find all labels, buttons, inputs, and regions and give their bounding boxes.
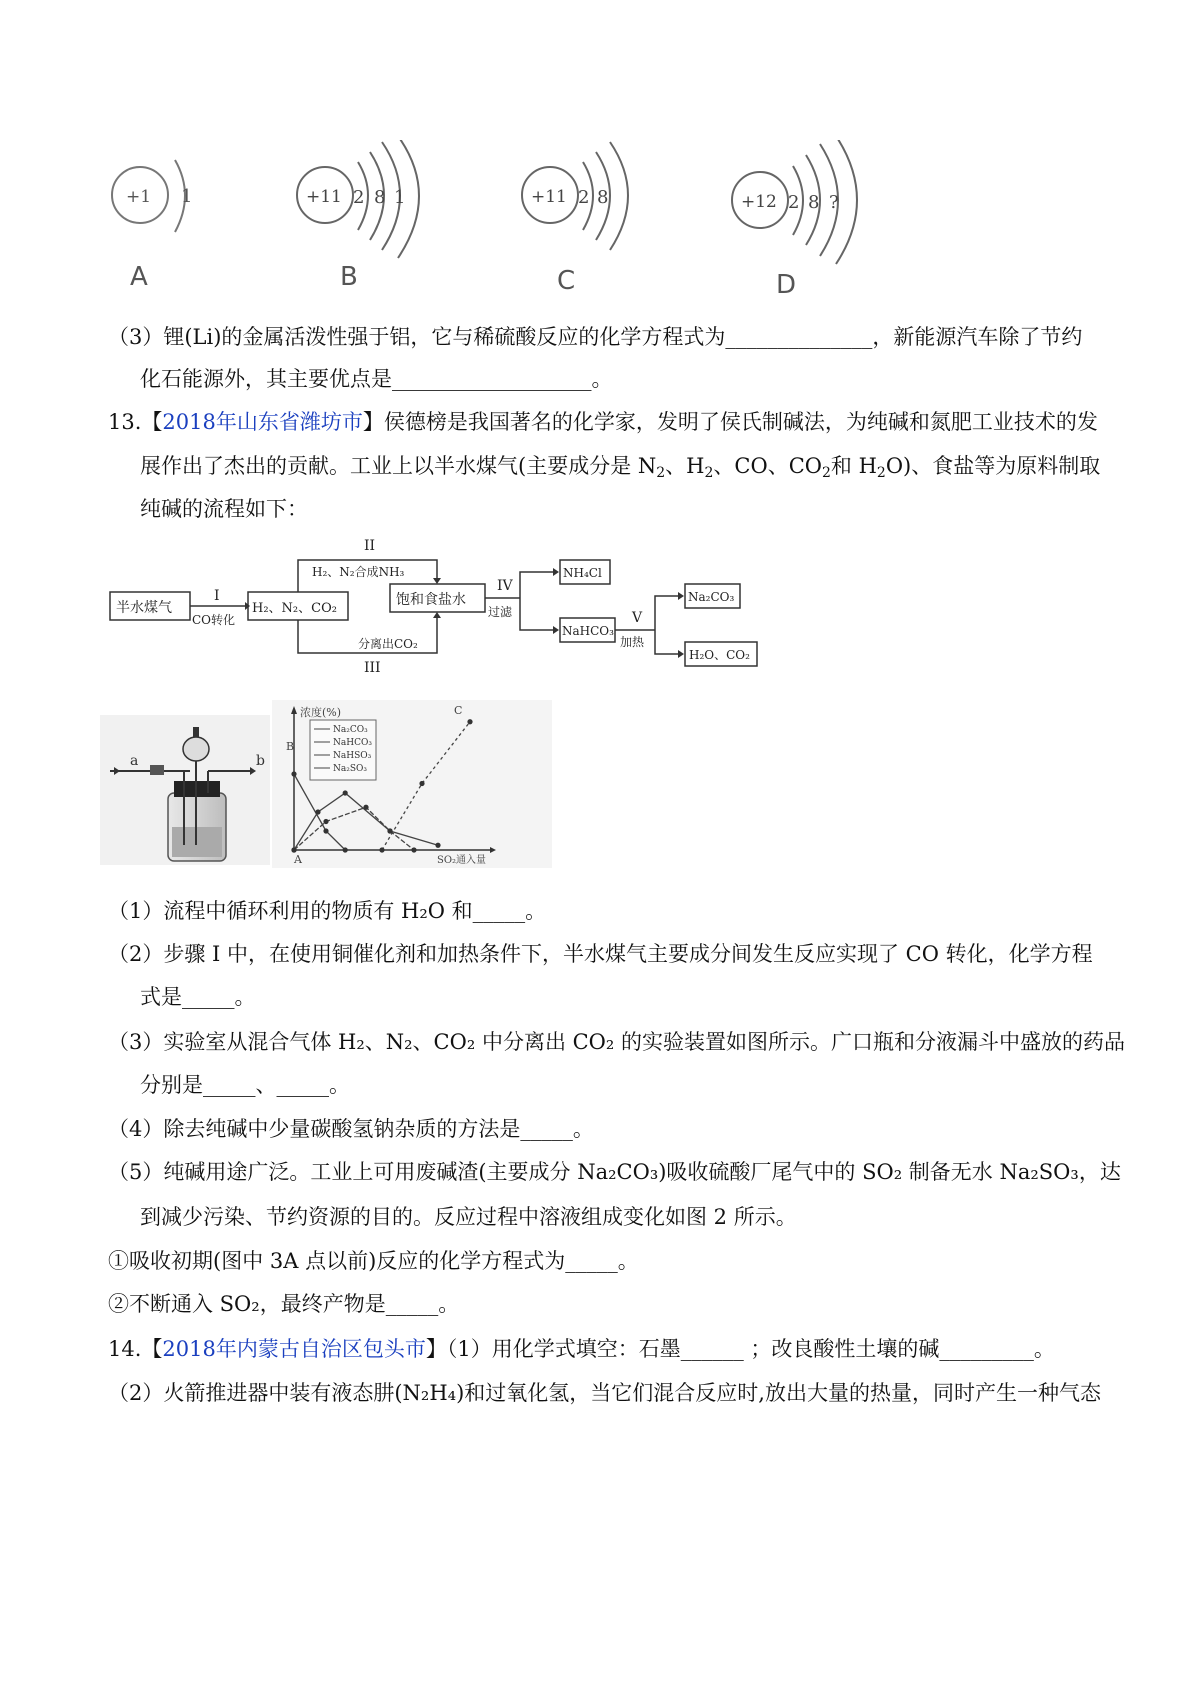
series-3-point-2 [363,805,368,810]
legend-entry-2: NaHSO₃ [333,751,372,761]
chart-point-a: A [294,853,302,866]
q14-source: 2018年内蒙古自治区包头市 [162,1337,426,1361]
q13-text-2d: 和 H [830,454,877,478]
atom-b-shell-1: 2 [353,187,365,208]
series-3-point-1 [323,819,328,824]
process-flow-diagram [100,538,780,678]
flow-step5-label: 加热 [620,635,645,649]
atom-b-label: B [340,262,358,292]
sub-2: 2 [656,465,666,481]
legend-entry-1: NaHCO₃ [333,738,372,748]
q13-sub5-line2: 到减少污染、节约资源的目的。反应过程中溶液组成变化如图 2 所示。 [140,1205,797,1229]
q14-line2: （2）火箭推进器中装有液态肼(N₂H₄)和过氧化氢，当它们混合反应时,放出大量的热量，同时产生一种气态 [108,1381,1101,1405]
legend-entry-3: Na₂SO₃ [333,764,368,774]
q13-sub4: （4）除去纯碱中少量碳酸氢钠杂质的方法是_____。 [108,1117,594,1141]
q12-part3-line2: 化石能源外，其主要优点是___________________。 [140,367,613,391]
series-3-point-0 [291,847,296,852]
atom-d-label: D [776,270,797,300]
atom-b-shell-3: 1 [394,187,406,208]
chart-xlabel: SO₂通入量 [437,855,487,866]
q13-line2 [140,451,1100,481]
series-1-point-2 [343,790,348,795]
atom-a-shell-1: 1 [181,186,193,207]
atom-structure-svg [100,140,1100,310]
atom-c-shell-2: 8 [597,187,609,208]
q14-line1 [108,1334,1055,1364]
flow-step1: I [214,588,220,604]
flow-step4: IV [497,578,513,594]
series-0-point-0 [291,771,296,776]
apparatus-outlet-label: b [256,753,265,769]
sub-2: 2 [822,465,831,481]
flow-mix: H₂、N₂、CO₂ [252,601,337,616]
q14-text-1: （1）用化学式填空：石墨______ ；改良酸性土壤的碱_________。 [446,1337,1055,1361]
apparatus-inlet-label: a [130,753,139,769]
flow-step2: II [364,538,376,554]
q13-line1 [108,407,1098,437]
q13-source-open: 【 [141,410,163,434]
q13-text-2c: 、CO、CO [713,454,822,478]
flow-start: 半水煤气 [116,600,172,616]
q13-line3: 纯碱的流程如下： [140,497,308,521]
series-1-point-4 [435,843,440,848]
chart-ylabel: 浓度(%) [300,706,342,719]
q13-sub3-line1: （3）实验室从混合气体 H₂、N₂、CO₂ 中分离出 CO₂ 的实验装置如图所示。广口瓶和分液漏斗中盛放的药品 [108,1030,1125,1054]
gas-washing-apparatus [100,715,270,865]
funnel-icon [183,737,209,761]
flow-step3: III [364,660,381,676]
flow-nahco3: NaHCO₃ [562,624,614,638]
q13-sub5-part2: ②不断通入 SO₂，最终产物是_____。 [108,1292,460,1316]
flow-brine: 饱和食盐水 [396,592,466,608]
series-2-point-2 [467,719,472,724]
q13-sub5-part1: ①吸收初期(图中 3A 点以前)反应的化学方程式为_____。 [108,1249,639,1273]
series-3-point-3 [387,828,392,833]
q13-text-2a: 展作出了杰出的贡献。工业上以半水煤气(主要成分是 N [140,454,657,478]
atom-d-nucleus: +12 [741,192,777,212]
sub-2: 2 [704,465,714,481]
q12-part3-line1: （3）锂(Li)的金属活泼性强于铝，它与稀硫酸反应的化学方程式为______________，新能源汽车除了节约 [108,325,1083,349]
series-0-point-1 [323,828,328,833]
q13-text-2b: 、H [665,454,705,478]
flow-step4-label: 过滤 [488,605,513,619]
flow-step3-label: 分离出CO₂ [358,637,418,651]
atom-c-label: C [557,266,576,296]
q13-sub3-line2: 分别是_____、_____。 [140,1073,350,1097]
flow-step2-label: H₂、N₂合成NH₃ [312,565,405,579]
q14-source-open: 【 [141,1337,163,1361]
atom-a-label: A [130,262,148,292]
q13-source: 2018年山东省潍坊市 [162,410,363,434]
atom-d-shell-3: ? [829,192,839,213]
q13-number: 13. [108,410,142,434]
q14-number: 14. [108,1337,142,1361]
atom-a-nucleus: +1 [126,187,152,207]
sub-2: 2 [876,465,886,481]
legend-entry-0: Na₂CO₃ [333,725,368,735]
series-0-point-2 [343,847,348,852]
series-2-point-1 [419,781,424,786]
atom-b-shell-2: 8 [374,187,386,208]
chart-point-b: B [286,740,295,753]
q13-sub1: （1）流程中循环利用的物质有 H₂O 和_____。 [108,899,547,923]
atom-c-nucleus: +11 [531,187,567,207]
q13-sub2-line2: 式是_____。 [140,985,256,1009]
q14-source-close: 】 [425,1337,447,1361]
q13-text-2e: O)、食盐等为原料制取 [885,454,1101,478]
flow-products: H₂O、CO₂ [689,648,750,662]
atom-c-shell-1: 2 [578,187,590,208]
chart-point-c: C [454,704,463,717]
atom-d-shell-2: 8 [808,192,820,213]
series-1-point-1 [315,809,320,814]
q13-text-1: 侯德榜是我国著名的化学家，发明了侯氏制碱法，为纯碱和氮肥工业技术的发 [383,410,1098,434]
series-3-point-4 [411,847,416,852]
q13-source-close: 】 [362,410,384,434]
q13-sub5-line1: （5）纯碱用途广泛。工业上可用废碱渣(主要成分 Na₂CO₃)吸收硫酸厂尾气中的 SO₂ 制备无水 Na₂SO₃，达 [108,1160,1121,1184]
atom-b-nucleus: +11 [306,187,342,207]
atom-d-shell-1: 2 [788,192,800,213]
q13-sub2-line1: （2）步骤 I 中，在使用铜催化剂和加热条件下，半水煤气主要成分间发生反应实现了 CO 转化，化学方程 [108,942,1093,966]
flow-step5: V [632,610,643,626]
series-2-point-0 [379,847,384,852]
concentration-chart [272,700,552,868]
flow-na2co3: Na₂CO₃ [688,590,735,604]
flow-step1-label: CO转化 [192,613,236,627]
flow-nh4cl: NH₄Cl [563,566,602,580]
